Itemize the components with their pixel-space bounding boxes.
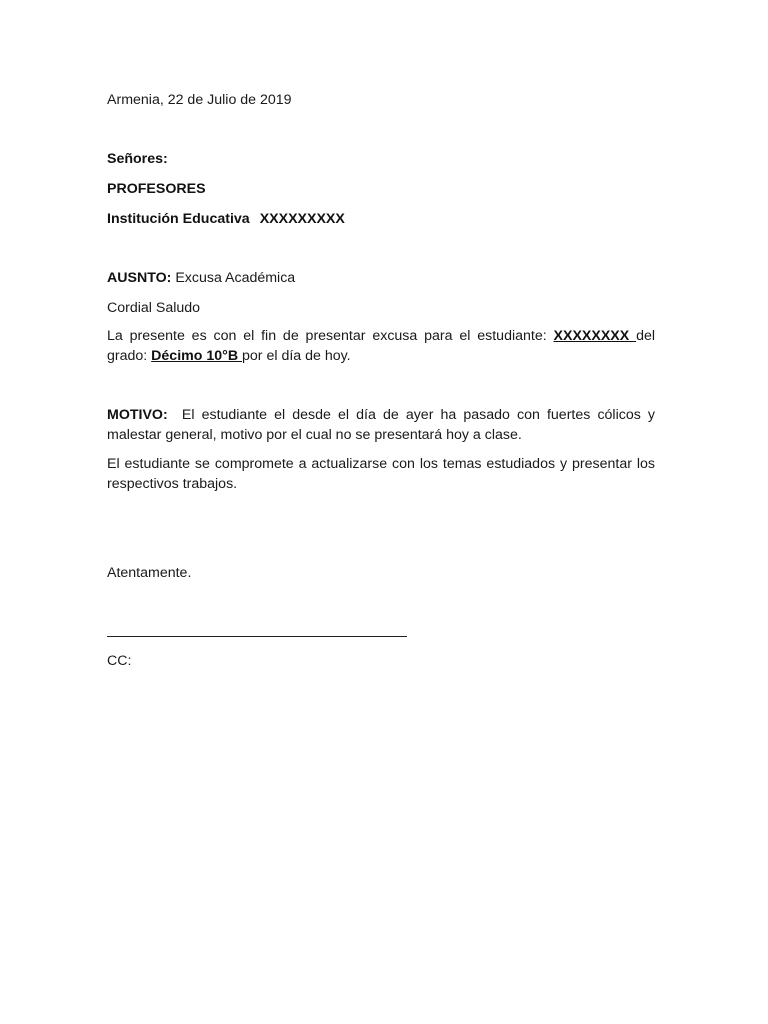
commitment-paragraph: El estudiante se compromete a actualizarse con los temas estudiados y presentar los respectivos trabajos.	[107, 456, 655, 492]
body-prefix: La presente es con el fin de presentar excusa para el estudiante:	[107, 328, 554, 344]
subject-label: AUSNTO:	[107, 270, 172, 286]
subject-text: Excusa Académica	[175, 270, 296, 286]
recipient-greeting	[107, 149, 667, 169]
recipient-greeting-text: Señores:	[107, 151, 168, 167]
closing: Atentamente.	[107, 565, 192, 581]
salutation: Cordial Saludo	[107, 300, 201, 316]
body-middle: del grado:	[107, 328, 655, 364]
institution-name: XXXXXXXXX	[259, 211, 345, 227]
signature-line	[107, 636, 407, 637]
student-grade: Décimo 10°B	[151, 347, 243, 364]
institution-label: Institución Educativa	[107, 211, 250, 227]
recipient-name	[107, 179, 667, 199]
recipient-name-text: PROFESORES	[107, 181, 206, 197]
recipient-institution	[107, 209, 667, 229]
motive-text: El estudiante el desde el día de ayer ha pasado con fuertes cólicos y malestar general, motivo por el cual no se presentará hoy a clase.	[107, 407, 655, 443]
date-line: Armenia, 22 de Julio de 2019	[107, 92, 292, 108]
body-suffix: por el día de hoy.	[242, 347, 351, 364]
motive-paragraph	[107, 406, 655, 445]
cc-label: CC:	[107, 653, 132, 669]
subject-line	[107, 268, 667, 288]
body-paragraph	[107, 327, 655, 366]
student-name: XXXXXXXX	[553, 328, 637, 344]
motive-label: MOTIVO:	[107, 407, 168, 423]
